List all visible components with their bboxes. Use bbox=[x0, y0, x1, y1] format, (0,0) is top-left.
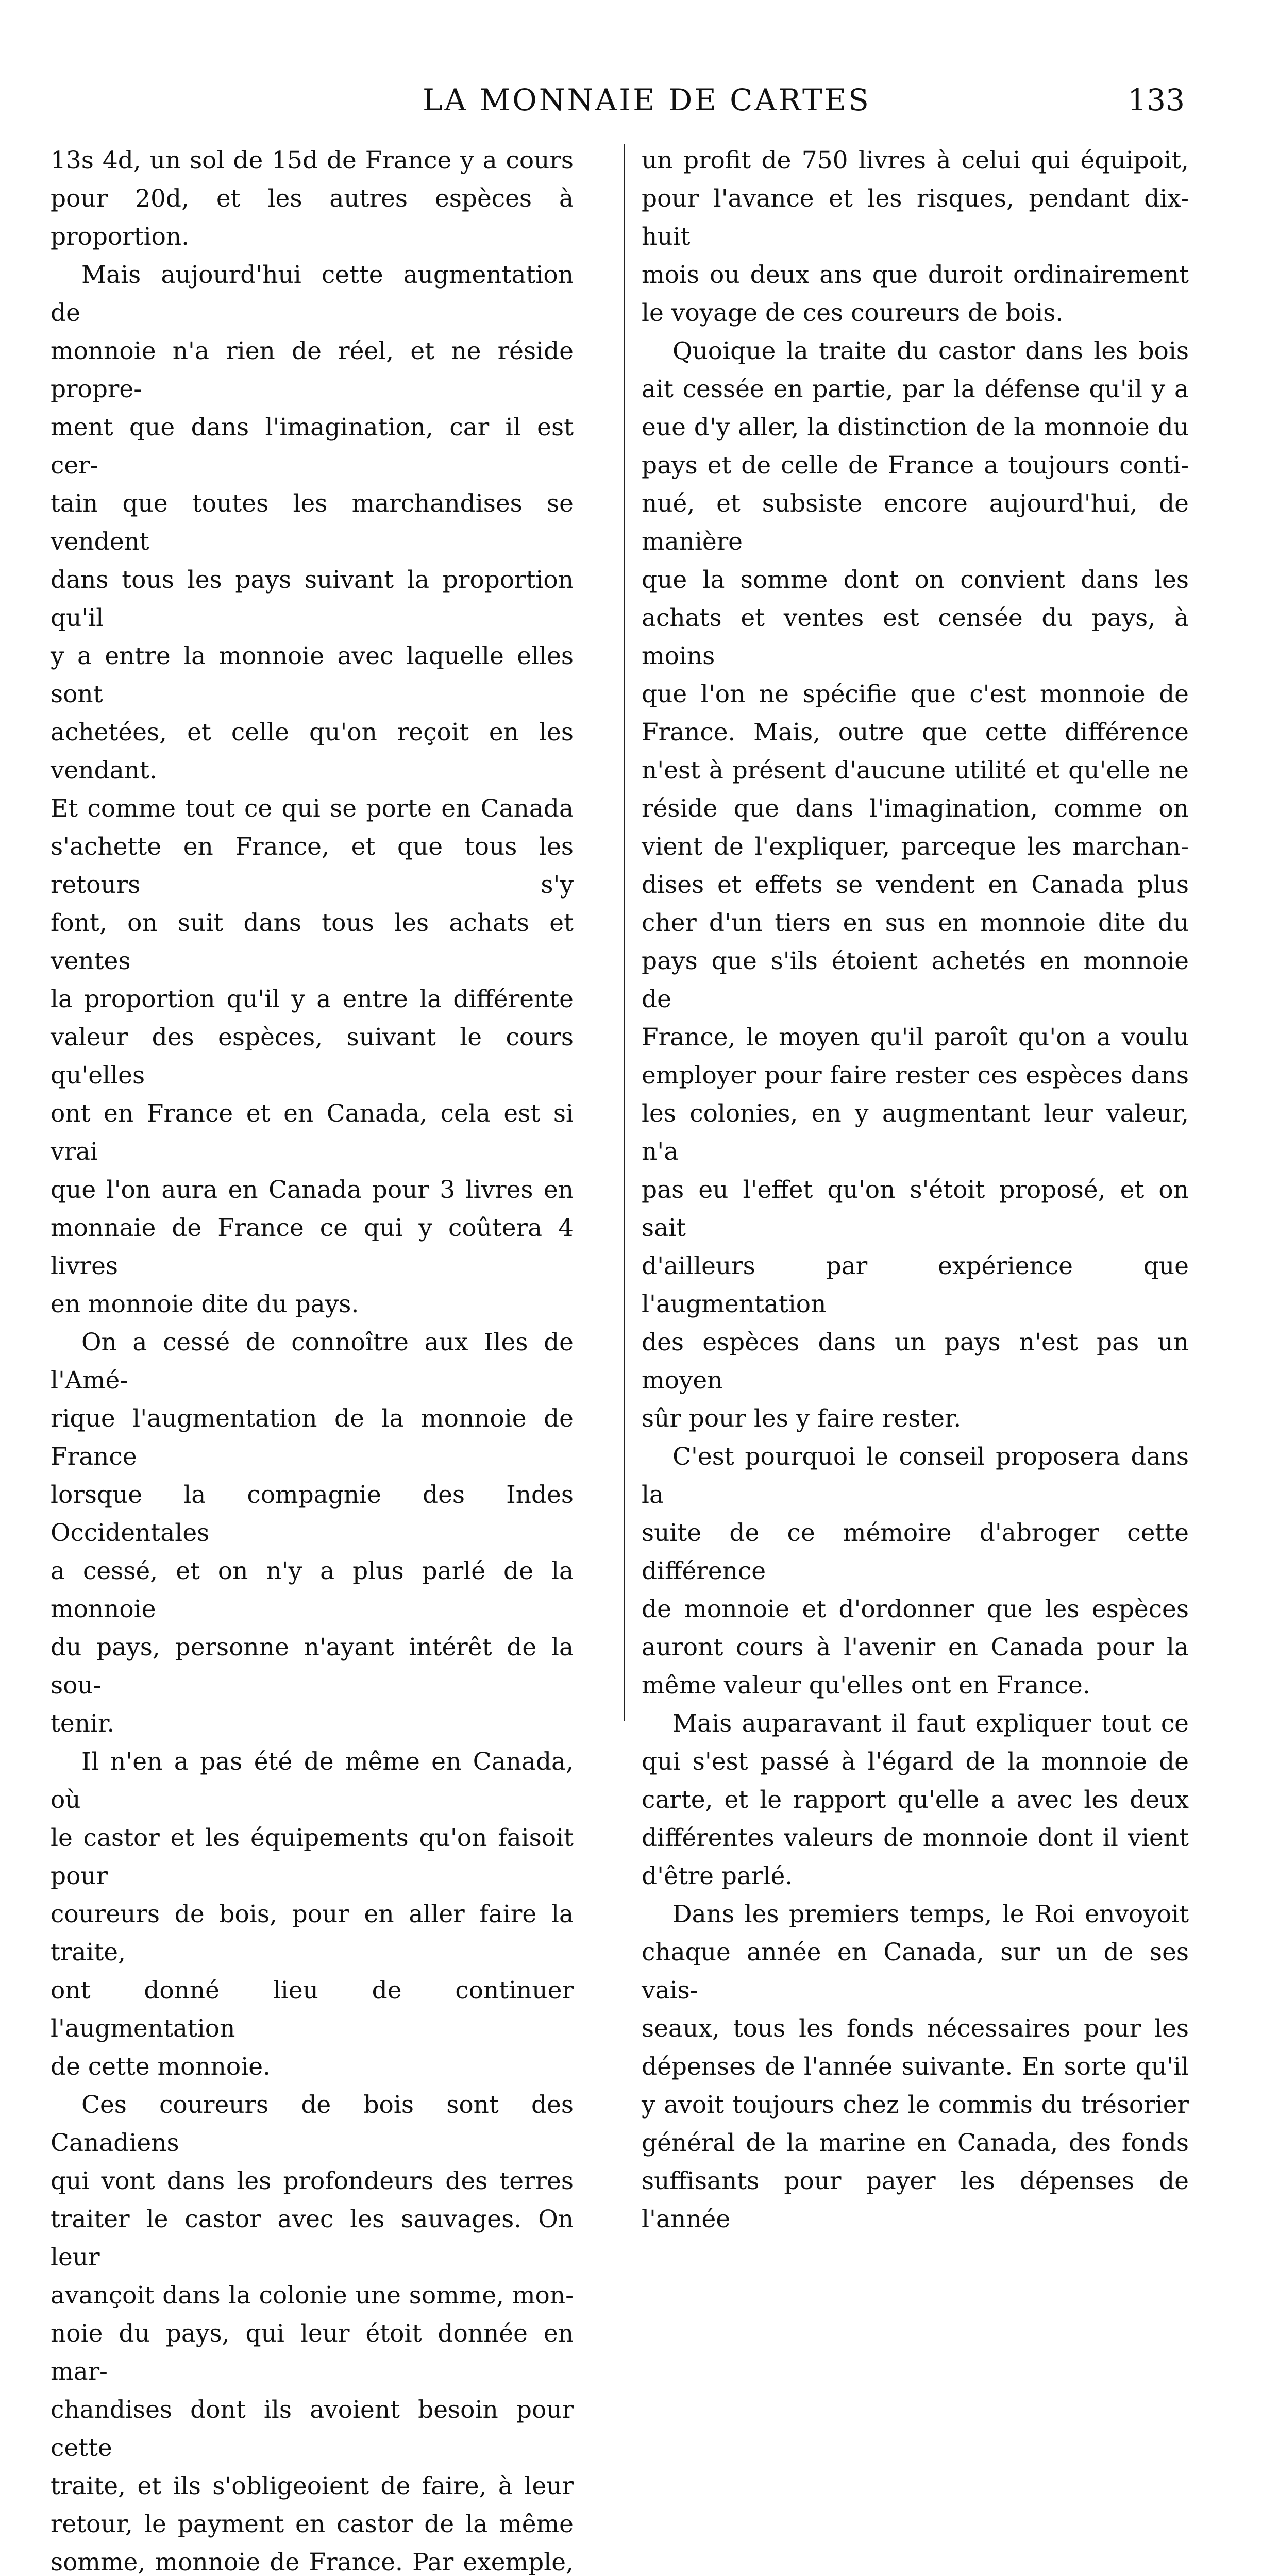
text-line: achetées, et celle qu'on reçoit en les vendant. bbox=[51, 718, 574, 785]
text-line: en monnoie dite du pays. bbox=[51, 1290, 359, 1318]
text-line: On a cessé de connoître aux Iles de l'Amé- bbox=[51, 1328, 574, 1395]
text-line: mois ou deux ans que duroit ordinairement bbox=[642, 261, 1189, 289]
text-line: 13s 4d, un sol de 15d de France y a cours bbox=[51, 146, 574, 175]
text-line: valeur des espèces, suivant le cours qu'elles bbox=[51, 1023, 574, 1090]
text-line: C'est pourquoi le conseil proposera dans la bbox=[642, 1443, 1189, 1509]
text-line: du pays, personne n'ayant intérêt de la sou- bbox=[51, 1633, 574, 1700]
text-line: le castor et les équipements qu'on faisoit pour bbox=[51, 1824, 574, 1890]
text-line: s'achette en France, et que tous les retours s'y bbox=[51, 833, 574, 899]
text-line: pour 20d, et les autres espèces à proportion. bbox=[51, 184, 574, 251]
text-line: pays que s'ils étoient achetés en monnoie de bbox=[642, 947, 1189, 1013]
text-line: Ces coureurs de bois sont des Canadiens bbox=[51, 2091, 574, 2157]
text-line: réside que dans l'imagination, comme on bbox=[642, 794, 1189, 823]
text-line: que la somme dont on convient dans les bbox=[642, 566, 1189, 594]
text-line: vient de l'expliquer, parceque les marchan- bbox=[642, 833, 1189, 861]
text-line: différentes valeurs de monnoie dont il vient bbox=[642, 1824, 1189, 1852]
text-line: retour, le payment en castor de la même bbox=[51, 2510, 574, 2538]
text-line: pas eu l'effet qu'on s'étoit proposé, et on sait bbox=[642, 1176, 1189, 1242]
text-line: dépenses de l'année suivante. En sorte qu'il bbox=[642, 2053, 1189, 2081]
right-column bbox=[642, 142, 1189, 2239]
page-number: 133 bbox=[1128, 82, 1185, 117]
text-line: chaque année en Canada, sur un de ses vais- bbox=[642, 1938, 1189, 2005]
text-line: ment que dans l'imagination, car il est cer- bbox=[51, 413, 574, 480]
text-line: dises et effets se vendent en Canada plus bbox=[642, 871, 1189, 899]
text-line: chandises dont ils avoient besoin pour cette bbox=[51, 2396, 574, 2462]
text-line: traiter le castor avec les sauvages. On leur bbox=[51, 2205, 574, 2272]
text-line: Quoique la traite du castor dans les bois bbox=[672, 337, 1189, 365]
text-line: somme, monnoie de France. Par exemple, bbox=[51, 2548, 574, 2576]
text-line: lorsque la compagnie des Indes Occidentales bbox=[51, 1481, 574, 1547]
text-line: monnoie n'a rien de réel, et ne réside propre- bbox=[51, 337, 574, 403]
text-line: a cessé, et on n'y a plus parlé de la monnoie bbox=[51, 1557, 574, 1623]
text-line: que l'on aura en Canada pour 3 livres en bbox=[51, 1176, 574, 1204]
text-line: tenir. bbox=[51, 1709, 115, 1738]
text-line: pour l'avance et les risques, pendant dix-huit bbox=[642, 184, 1189, 251]
text-line: achats et ventes est censée du pays, à moins bbox=[642, 604, 1189, 670]
text-line: tain que toutes les marchandises se vendent bbox=[51, 489, 574, 556]
text-line: même valeur qu'elles ont en France. bbox=[642, 1671, 1090, 1700]
column-divider bbox=[624, 144, 625, 1721]
text-line: suffisants pour payer les dépenses de l'année bbox=[642, 2167, 1189, 2233]
text-line: seaux, tous les fonds nécessaires pour les bbox=[642, 2014, 1189, 2043]
text-line: cher d'un tiers en sus en monnoie dite du bbox=[642, 909, 1189, 937]
text-line: avançoit dans la colonie une somme, mon- bbox=[51, 2281, 574, 2310]
text-line: nué, et subsiste encore aujourd'hui, de manière bbox=[642, 489, 1189, 556]
text-line: France, le moyen qu'il paroît qu'on a voulu bbox=[642, 1023, 1189, 1052]
text-line: qui vont dans les profondeurs des terres bbox=[51, 2167, 574, 2195]
text-line: n'est à présent d'aucune utilité et qu'elle ne bbox=[642, 756, 1189, 785]
text-line: traite, et ils s'obligeoient de faire, à leur bbox=[51, 2472, 574, 2500]
text-line: Et comme tout ce qui se porte en Canada bbox=[51, 794, 574, 823]
text-line: dans tous les pays suivant la proportion qu'il bbox=[51, 566, 574, 632]
text-line: qui s'est passé à l'égard de la monnoie de bbox=[642, 1748, 1189, 1776]
text-line: eue d'y aller, la distinction de la monnoie du bbox=[642, 413, 1189, 442]
text-line: de cette monnoie. bbox=[51, 2053, 271, 2081]
text-line: le voyage de ces coureurs de bois. bbox=[642, 299, 1064, 327]
left-column bbox=[51, 142, 574, 2576]
text-line: y a entre la monnoie avec laquelle elles sont bbox=[51, 642, 574, 708]
text-line: sûr pour les y faire rester. bbox=[642, 1404, 962, 1433]
text-line: employer pour faire rester ces espèces dans bbox=[642, 1061, 1189, 1090]
text-line: monnaie de France ce qui y coûtera 4 livres bbox=[51, 1214, 574, 1280]
text-line: coureurs de bois, pour en aller faire la traite, bbox=[51, 1900, 574, 1967]
text-line: Il n'en a pas été de même en Canada, où bbox=[51, 1748, 574, 1814]
text-line: ait cessée en partie, par la défense qu'il y a bbox=[642, 375, 1189, 403]
text-line: des espèces dans un pays n'est pas un moyen bbox=[642, 1328, 1189, 1395]
text-line: les colonies, en y augmentant leur valeur, n'a bbox=[642, 1099, 1189, 1166]
text-line: d'ailleurs par expérience que l'augmentation bbox=[642, 1252, 1189, 1318]
text-line: de monnoie et d'ordonner que les espèces bbox=[642, 1595, 1189, 1623]
text-line: carte, et le rapport qu'elle a avec les deux bbox=[642, 1786, 1189, 1814]
text-line: auront cours à l'avenir en Canada pour la bbox=[642, 1633, 1189, 1662]
text-line: noie du pays, qui leur étoit donnée en mar- bbox=[51, 2319, 574, 2386]
text-line: que l'on ne spécifie que c'est monnoie de bbox=[642, 680, 1189, 708]
text-line: ont donné lieu de continuer l'augmentation bbox=[51, 1976, 574, 2043]
text-line: suite de ce mémoire d'abroger cette différence bbox=[642, 1519, 1189, 1585]
text-line: Mais auparavant il faut expliquer tout ce bbox=[672, 1709, 1189, 1738]
text-line: la proportion qu'il y a entre la différente bbox=[51, 985, 574, 1013]
text-line: Dans les premiers temps, le Roi envoyoit bbox=[672, 1900, 1189, 1928]
text-line: rique l'augmentation de la monnoie de France bbox=[51, 1404, 574, 1471]
text-line: ont en France et en Canada, cela est si vrai bbox=[51, 1099, 574, 1166]
text-line: un profit de 750 livres à celui qui équipoit, bbox=[642, 146, 1189, 175]
text-line: pays et de celle de France a toujours conti- bbox=[642, 451, 1189, 480]
text-line: font, on suit dans tous les achats et ventes bbox=[51, 909, 574, 975]
text-line: général de la marine en Canada, des fonds bbox=[642, 2129, 1189, 2157]
text-line: y avoit toujours chez le commis du trésorier bbox=[642, 2091, 1189, 2119]
text-line: d'être parlé. bbox=[642, 1862, 793, 1890]
page-header bbox=[0, 82, 1262, 124]
text-line: France. Mais, outre que cette différence bbox=[642, 718, 1189, 747]
running-title: LA MONNAIE DE CARTES bbox=[423, 82, 871, 117]
text-line: Mais aujourd'hui cette augmentation de bbox=[51, 261, 574, 327]
